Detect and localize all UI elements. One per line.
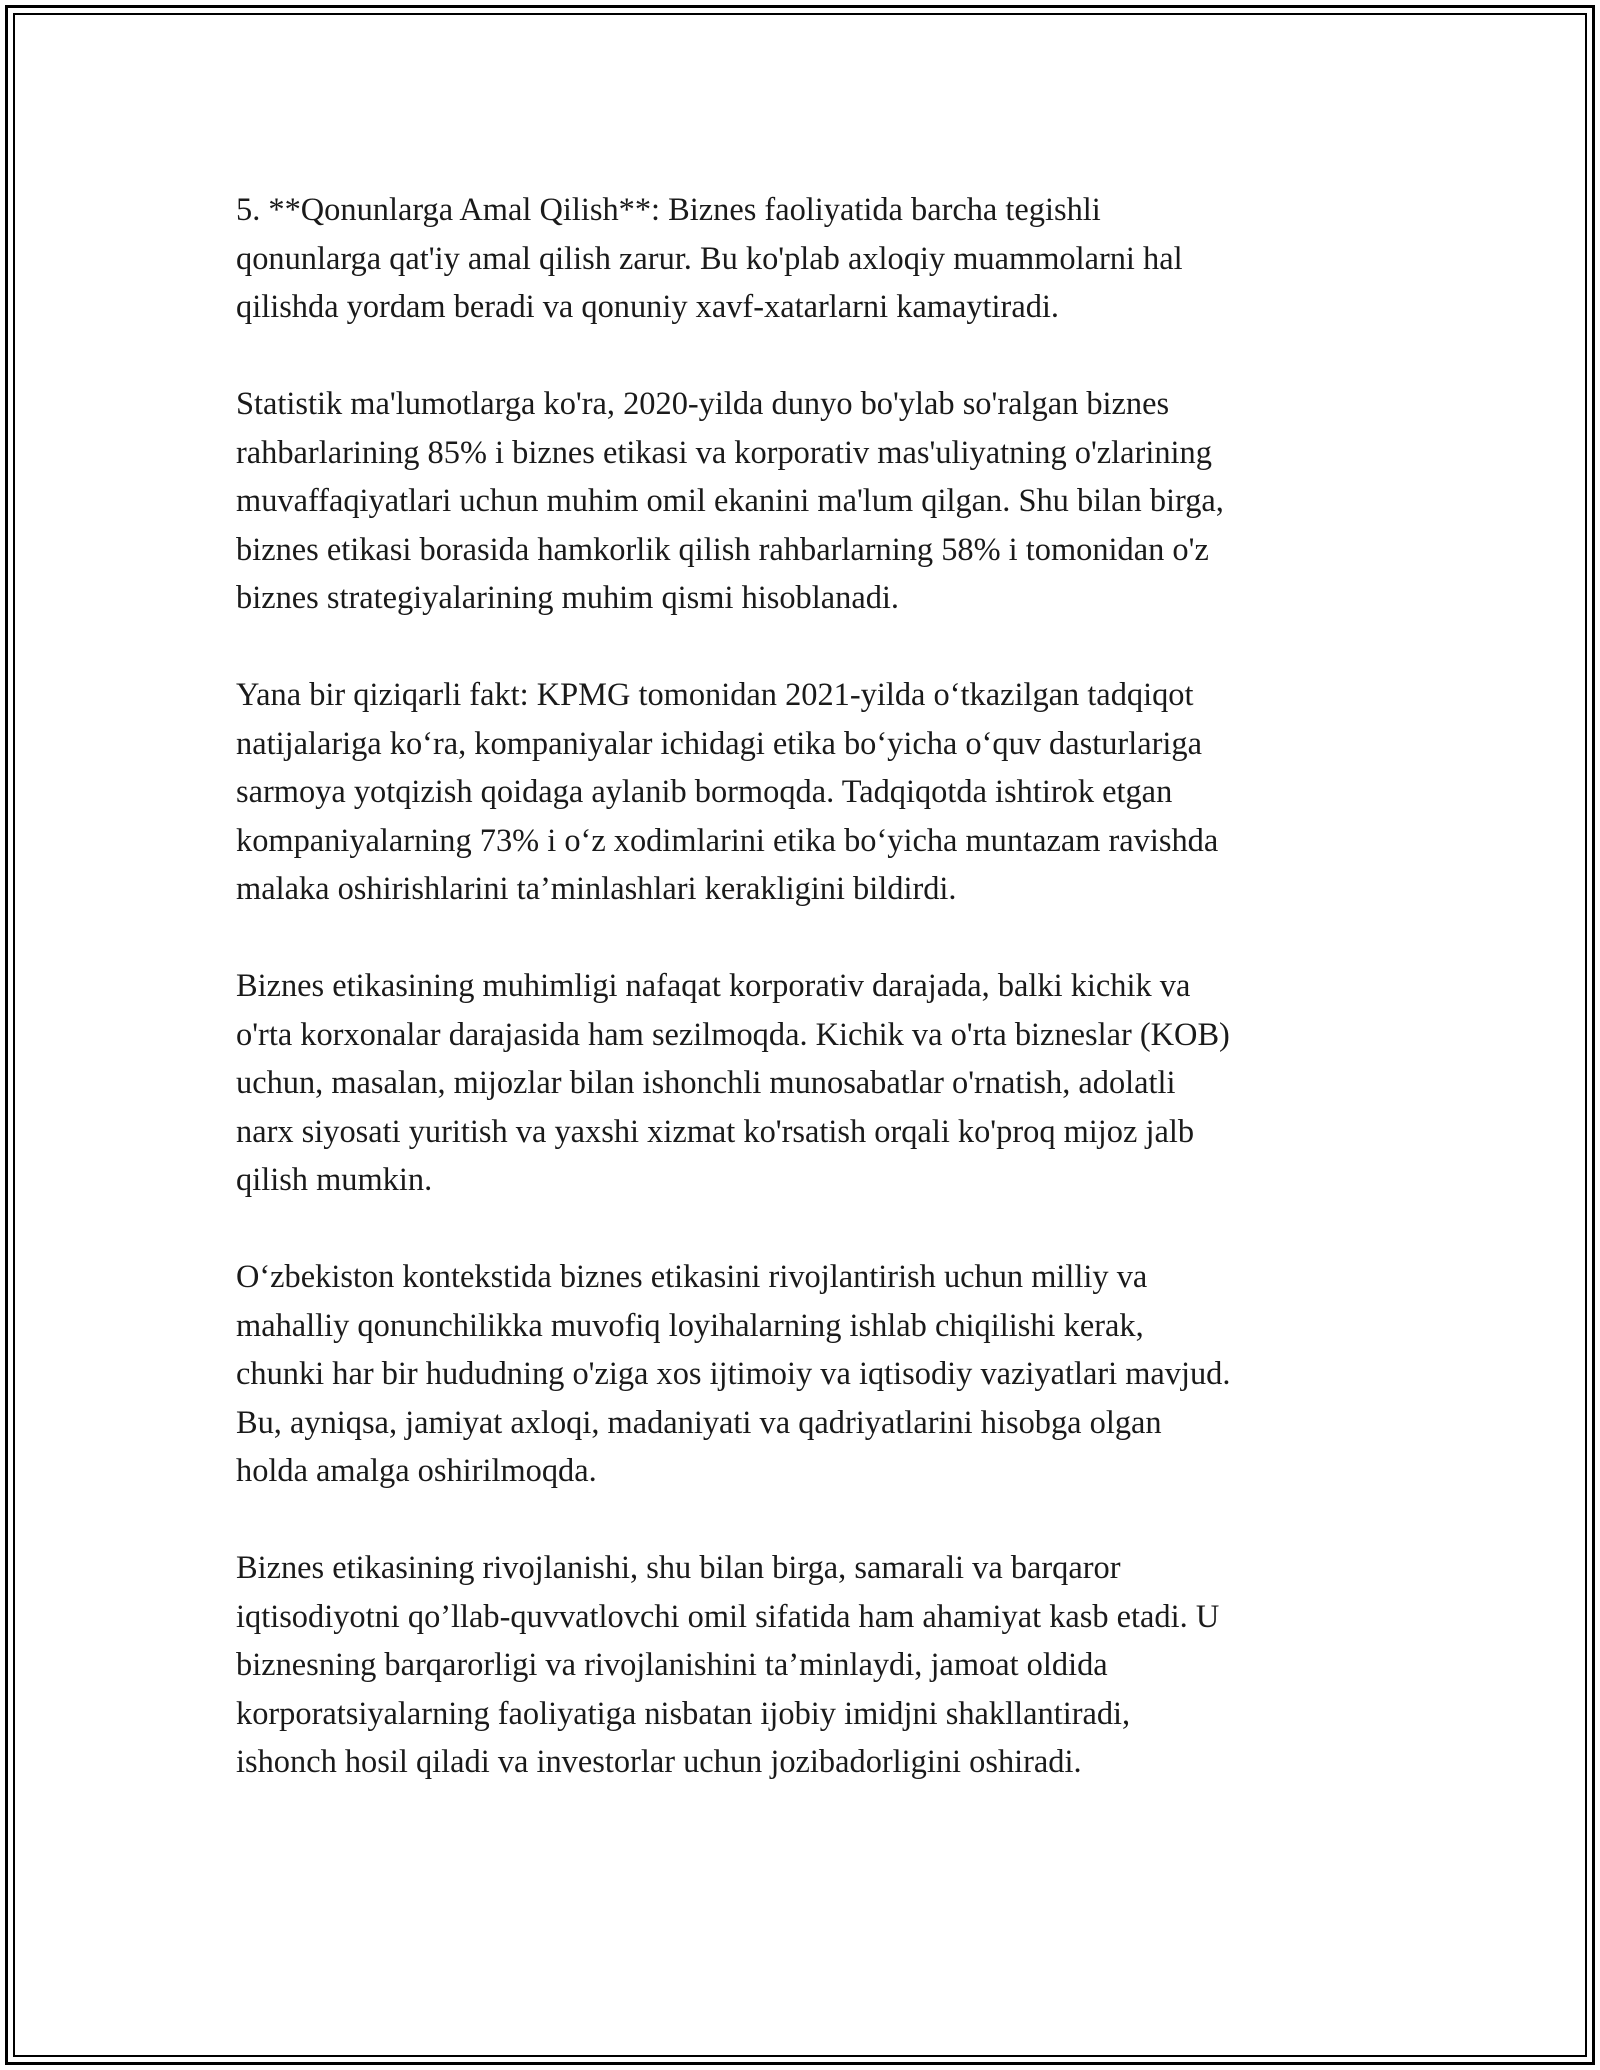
text-line: uchun, masalan, mijozlar bilan ishonchli munosabatlar o'rnatish, adolatli xyxy=(236,1065,1176,1101)
paragraph-development xyxy=(236,1544,1386,1787)
text-line: qilishda yordam beradi va qonuniy xavf-xatarlarni kamaytiradi. xyxy=(236,289,1059,325)
text-line: holda amalga oshirilmoqda. xyxy=(236,1453,597,1489)
text-line: muvaffaqiyatlari uchun muhim omil ekanini ma'lum qilgan. Shu bilan birga, xyxy=(236,483,1224,519)
paragraph-uzbekistan-context xyxy=(236,1253,1386,1496)
text-line: sarmoya yotqizish qoidaga aylanib bormoqda. Tadqiqotda ishtirok etgan xyxy=(236,774,1173,810)
text-line: biznesning barqarorligi va rivojlanishini ta’minlaydi, jamoat oldida xyxy=(236,1647,1108,1683)
text-line: korporatsiyalarning faoliyatiga nisbatan ijobiy imidjni shakllantiradi, xyxy=(236,1695,1131,1732)
text-line: qilish mumkin. xyxy=(236,1162,433,1198)
text-line: Biznes etikasining muhimligi nafaqat korporativ darajada, balki kichik va xyxy=(236,968,1191,1004)
paragraph-compliance xyxy=(236,186,1386,332)
text-line: Oʻzbekiston kontekstida biznes etikasini rivojlantirish uchun milliy va xyxy=(236,1259,1148,1295)
document-body xyxy=(236,186,1386,1835)
paragraph-statistics xyxy=(236,380,1386,623)
text-line: iqtisodiyotni qo’llab-quvvatlovchi omil sifatida ham ahamiyat kasb etadi. U xyxy=(236,1598,1220,1635)
text-line: narx siyosati yuritish va yaxshi xizmat ko'rsatish orqali ko'proq mijoz jalb xyxy=(236,1113,1195,1150)
text-line: chunki har bir hududning o'ziga xos ijtimoiy va iqtisodiy vaziyatlari mavjud. xyxy=(236,1356,1231,1392)
paragraph-sme xyxy=(236,962,1386,1205)
text-line: biznes strategiyalarining muhim qismi hisoblanadi. xyxy=(236,580,899,616)
text-line: natijalariga koʻra, kompaniyalar ichidagi etika boʻyicha oʻquv dasturlariga xyxy=(236,725,1202,762)
text-line: kompaniyalarning 73% i oʻz xodimlarini etika boʻyicha muntazam ravishda xyxy=(236,822,1219,859)
text-line: Statistik ma'lumotlarga ko'ra, 2020-yilda dunyo bo'ylab so'ralgan biznes xyxy=(236,386,1170,422)
text-line: ishonch hosil qiladi va investorlar uchun jozibadorligini oshiradi. xyxy=(236,1744,1082,1780)
text-line: mahalliy qonunchilikka muvofiq loyihalarning ishlab chiqilishi kerak, xyxy=(236,1307,1144,1344)
text-line: rahbarlarining 85% i biznes etikasi va korporativ mas'uliyatning o'zlarining xyxy=(236,434,1212,471)
text-line: Bu, ayniqsa, jamiyat axloqi, madaniyati va qadriyatlarini hisobga olgan xyxy=(236,1404,1162,1441)
text-line: qonunlarga qat'iy amal qilish zarur. Bu ko'plab axloqiy muammolarni hal xyxy=(236,240,1183,277)
text-line: o'rta korxonalar darajasida ham sezilmoqda. Kichik va o'rta bizneslar (KOB) xyxy=(236,1016,1230,1053)
text-line: biznes etikasi borasida hamkorlik qilish rahbarlarning 58% i tomonidan o'z xyxy=(236,531,1209,568)
text-line: Biznes etikasining rivojlanishi, shu bilan birga, samarali va barqaror xyxy=(236,1550,1121,1586)
text-line: Yana bir qiziqarli fakt: KPMG tomonidan 2021-yilda oʻtkazilgan tadqiqot xyxy=(236,677,1194,713)
text-line: 5. **Qonunlarga Amal Qilish**: Biznes faoliyatida barcha tegishli xyxy=(236,192,1101,228)
text-line: malaka oshirishlarini ta’minlashlari kerakligini bildirdi. xyxy=(236,871,957,907)
paragraph-kpmg-fact xyxy=(236,671,1386,914)
